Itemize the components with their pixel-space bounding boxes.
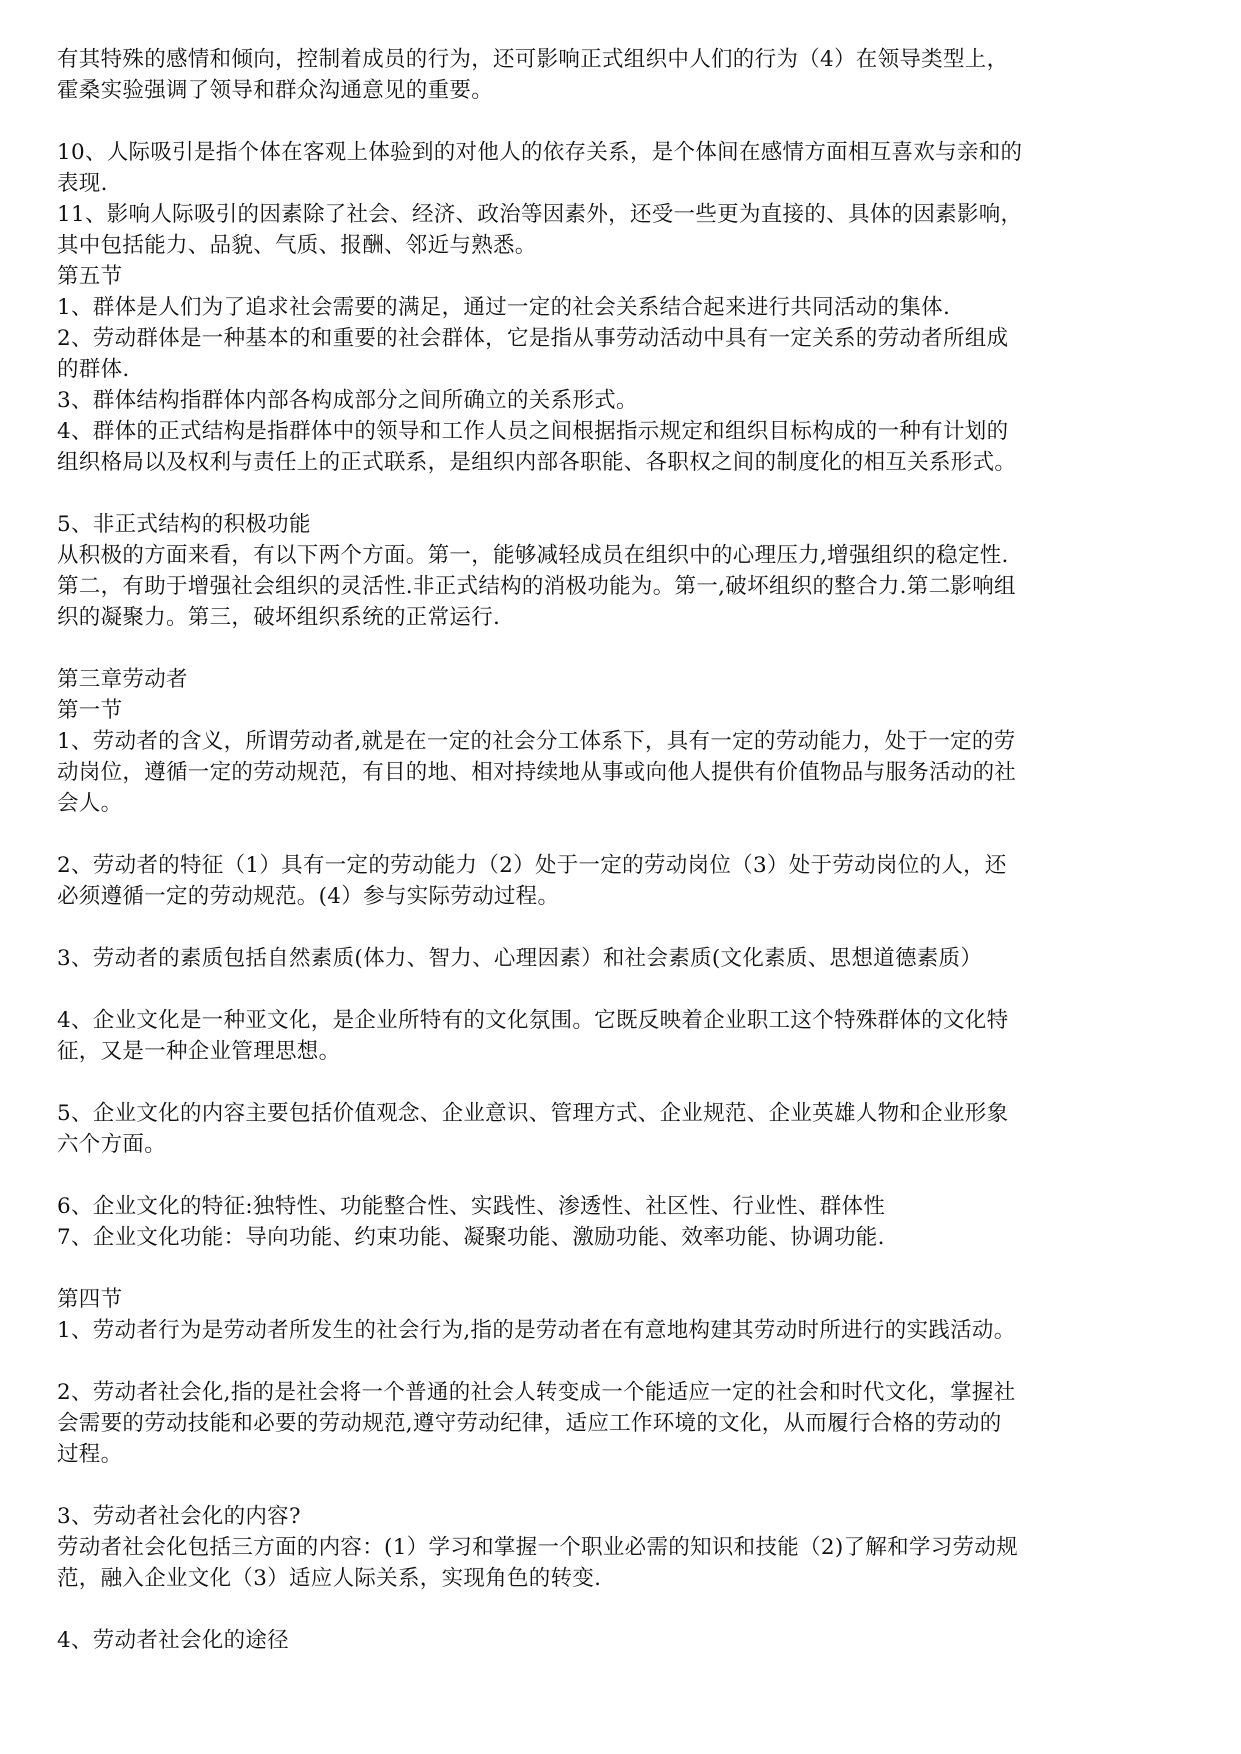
text-line: 六个方面。 bbox=[57, 1132, 167, 1157]
section-heading: 第五节 bbox=[57, 264, 123, 289]
text-line: 表现. bbox=[57, 171, 108, 196]
text-line: 2、劳动者的特征（1）具有一定的劳动能力（2）处于一定的劳动岗位（3）处于劳动岗位的人，还 bbox=[57, 853, 1007, 878]
blank-line bbox=[57, 1470, 1167, 1501]
text-line: 1、劳动者的含义，所谓劳动者,就是在一定的社会分工体系下，具有一定的劳动能力，处于一定的劳 bbox=[57, 729, 1016, 754]
text-line: 2、劳动者社会化,指的是社会将一个普通的社会人转变成一个能适应一定的社会和时代文化，掌握社 bbox=[57, 1380, 1016, 1405]
text-line: 5、非正式结构的积极功能 bbox=[57, 512, 311, 537]
text-line: 动岗位，遵循一定的劳动规范，有目的地、相对持续地从事或向他人提供有价值物品与服务活动的社 bbox=[57, 760, 1017, 785]
text-line: 4、群体的正式结构是指群体中的领导和工作人员之间根据指示规定和组织目标构成的一种有计划的 bbox=[57, 419, 1009, 444]
text-line: 7、企业文化功能：导向功能、约束功能、凝聚功能、激励功能、效率功能、协调功能. bbox=[57, 1225, 885, 1250]
text-line: 有其特殊的感情和倾向，控制着成员的行为，还可影响正式组织中人们的行为（4）在领导类型上， bbox=[57, 47, 1009, 72]
document-page bbox=[57, 44, 1167, 1656]
text-line: 5、企业文化的内容主要包括价值观念、企业意识、管理方式、企业规范、企业英雄人物和企业形象 bbox=[57, 1101, 1009, 1126]
chapter-heading: 第三章劳动者 bbox=[57, 667, 188, 692]
text-line: 10、人际吸引是指个体在客观上体验到的对他人的依存关系，是个体间在感情方面相互喜欢与亲和的 bbox=[57, 140, 1023, 165]
blank-line bbox=[57, 912, 1167, 943]
blank-line bbox=[57, 1160, 1167, 1191]
section-heading: 第一节 bbox=[57, 698, 123, 723]
text-line: 2、劳动群体是一种基本的和重要的社会群体，它是指从事劳动活动中具有一定关系的劳动者所组成 bbox=[57, 326, 1009, 351]
blank-line bbox=[57, 478, 1167, 509]
text-line: 4、企业文化是一种亚文化，是企业所特有的文化氛围。它既反映着企业职工这个特殊群体的文化特 bbox=[57, 1008, 1009, 1033]
text-line: 4、劳动者社会化的途径 bbox=[57, 1628, 289, 1653]
text-line: 会需要的劳动技能和必要的劳动规范,遵守劳动纪律，适应工作环境的文化，从而履行合格的劳动的 bbox=[57, 1411, 1002, 1436]
blank-line bbox=[57, 819, 1167, 850]
text-line: 从积极的方面来看，有以下两个方面。第一，能够减轻成员在组织中的心理压力,增强组织的稳定性. bbox=[57, 543, 1009, 568]
text-line: 劳动者社会化包括三方面的内容：(1）学习和掌握一个职业必需的知识和技能（2)了解和学习劳动规 bbox=[57, 1535, 1018, 1560]
text-line: 3、劳动者社会化的内容? bbox=[57, 1504, 301, 1529]
text-line: 组织格局以及权利与责任上的正式联系，是组织内部各职能、各职权之间的制度化的相互关系形式。 bbox=[57, 450, 1017, 475]
text-line: 第二，有助于增强社会组织的灵活性.非正式结构的消极功能为。第一,破坏组织的整合力.第二影响组 bbox=[57, 574, 1016, 599]
blank-line bbox=[57, 1253, 1167, 1284]
text-line: 3、群体结构指群体内部各构成部分之间所确立的关系形式。 bbox=[57, 388, 638, 413]
text-line: 过程。 bbox=[57, 1442, 123, 1467]
text-line: 的群体. bbox=[57, 357, 130, 382]
text-line: 征，又是一种企业管理思想。 bbox=[57, 1039, 341, 1064]
text-line: 其中包括能力、品貌、气质、报酬、邻近与熟悉。 bbox=[57, 233, 537, 258]
text-line: 范，融入企业文化（3）适应人际关系，实现角色的转变. bbox=[57, 1566, 602, 1591]
section-heading: 第四节 bbox=[57, 1287, 123, 1312]
text-line: 3、劳动者的素质包括自然素质(体力、智力、心理因素）和社会素质(文化素质、思想道德素质） bbox=[57, 946, 983, 971]
blank-line bbox=[57, 1594, 1167, 1625]
text-line: 11、影响人际吸引的因素除了社会、经济、政治等因素外，还受一些更为直接的、具体的因素影响， bbox=[57, 202, 1023, 227]
text-line: 必须遵循一定的劳动规范。(4）参与实际劳动过程。 bbox=[57, 884, 560, 909]
text-line: 霍桑实验强调了领导和群众沟通意见的重要。 bbox=[57, 78, 494, 103]
text-line: 1、劳动者行为是劳动者所发生的社会行为,指的是劳动者在有意地构建其劳动时所进行的实践活动。 bbox=[57, 1318, 1016, 1343]
blank-line bbox=[57, 106, 1167, 137]
text-line: 1、群体是人们为了追求社会需要的满足，通过一定的社会关系结合起来进行共同活动的集体. bbox=[57, 295, 951, 320]
text-line: 6、企业文化的特征:独特性、功能整合性、实践性、渗透性、社区性、行业性、群体性 bbox=[57, 1194, 886, 1219]
text-line: 织的凝聚力。第三，破坏组织系统的正常运行. bbox=[57, 605, 501, 630]
blank-line bbox=[57, 1067, 1167, 1098]
blank-line bbox=[57, 974, 1167, 1005]
blank-line bbox=[57, 633, 1167, 664]
blank-line bbox=[57, 1346, 1167, 1377]
text-line: 会人。 bbox=[57, 791, 123, 816]
